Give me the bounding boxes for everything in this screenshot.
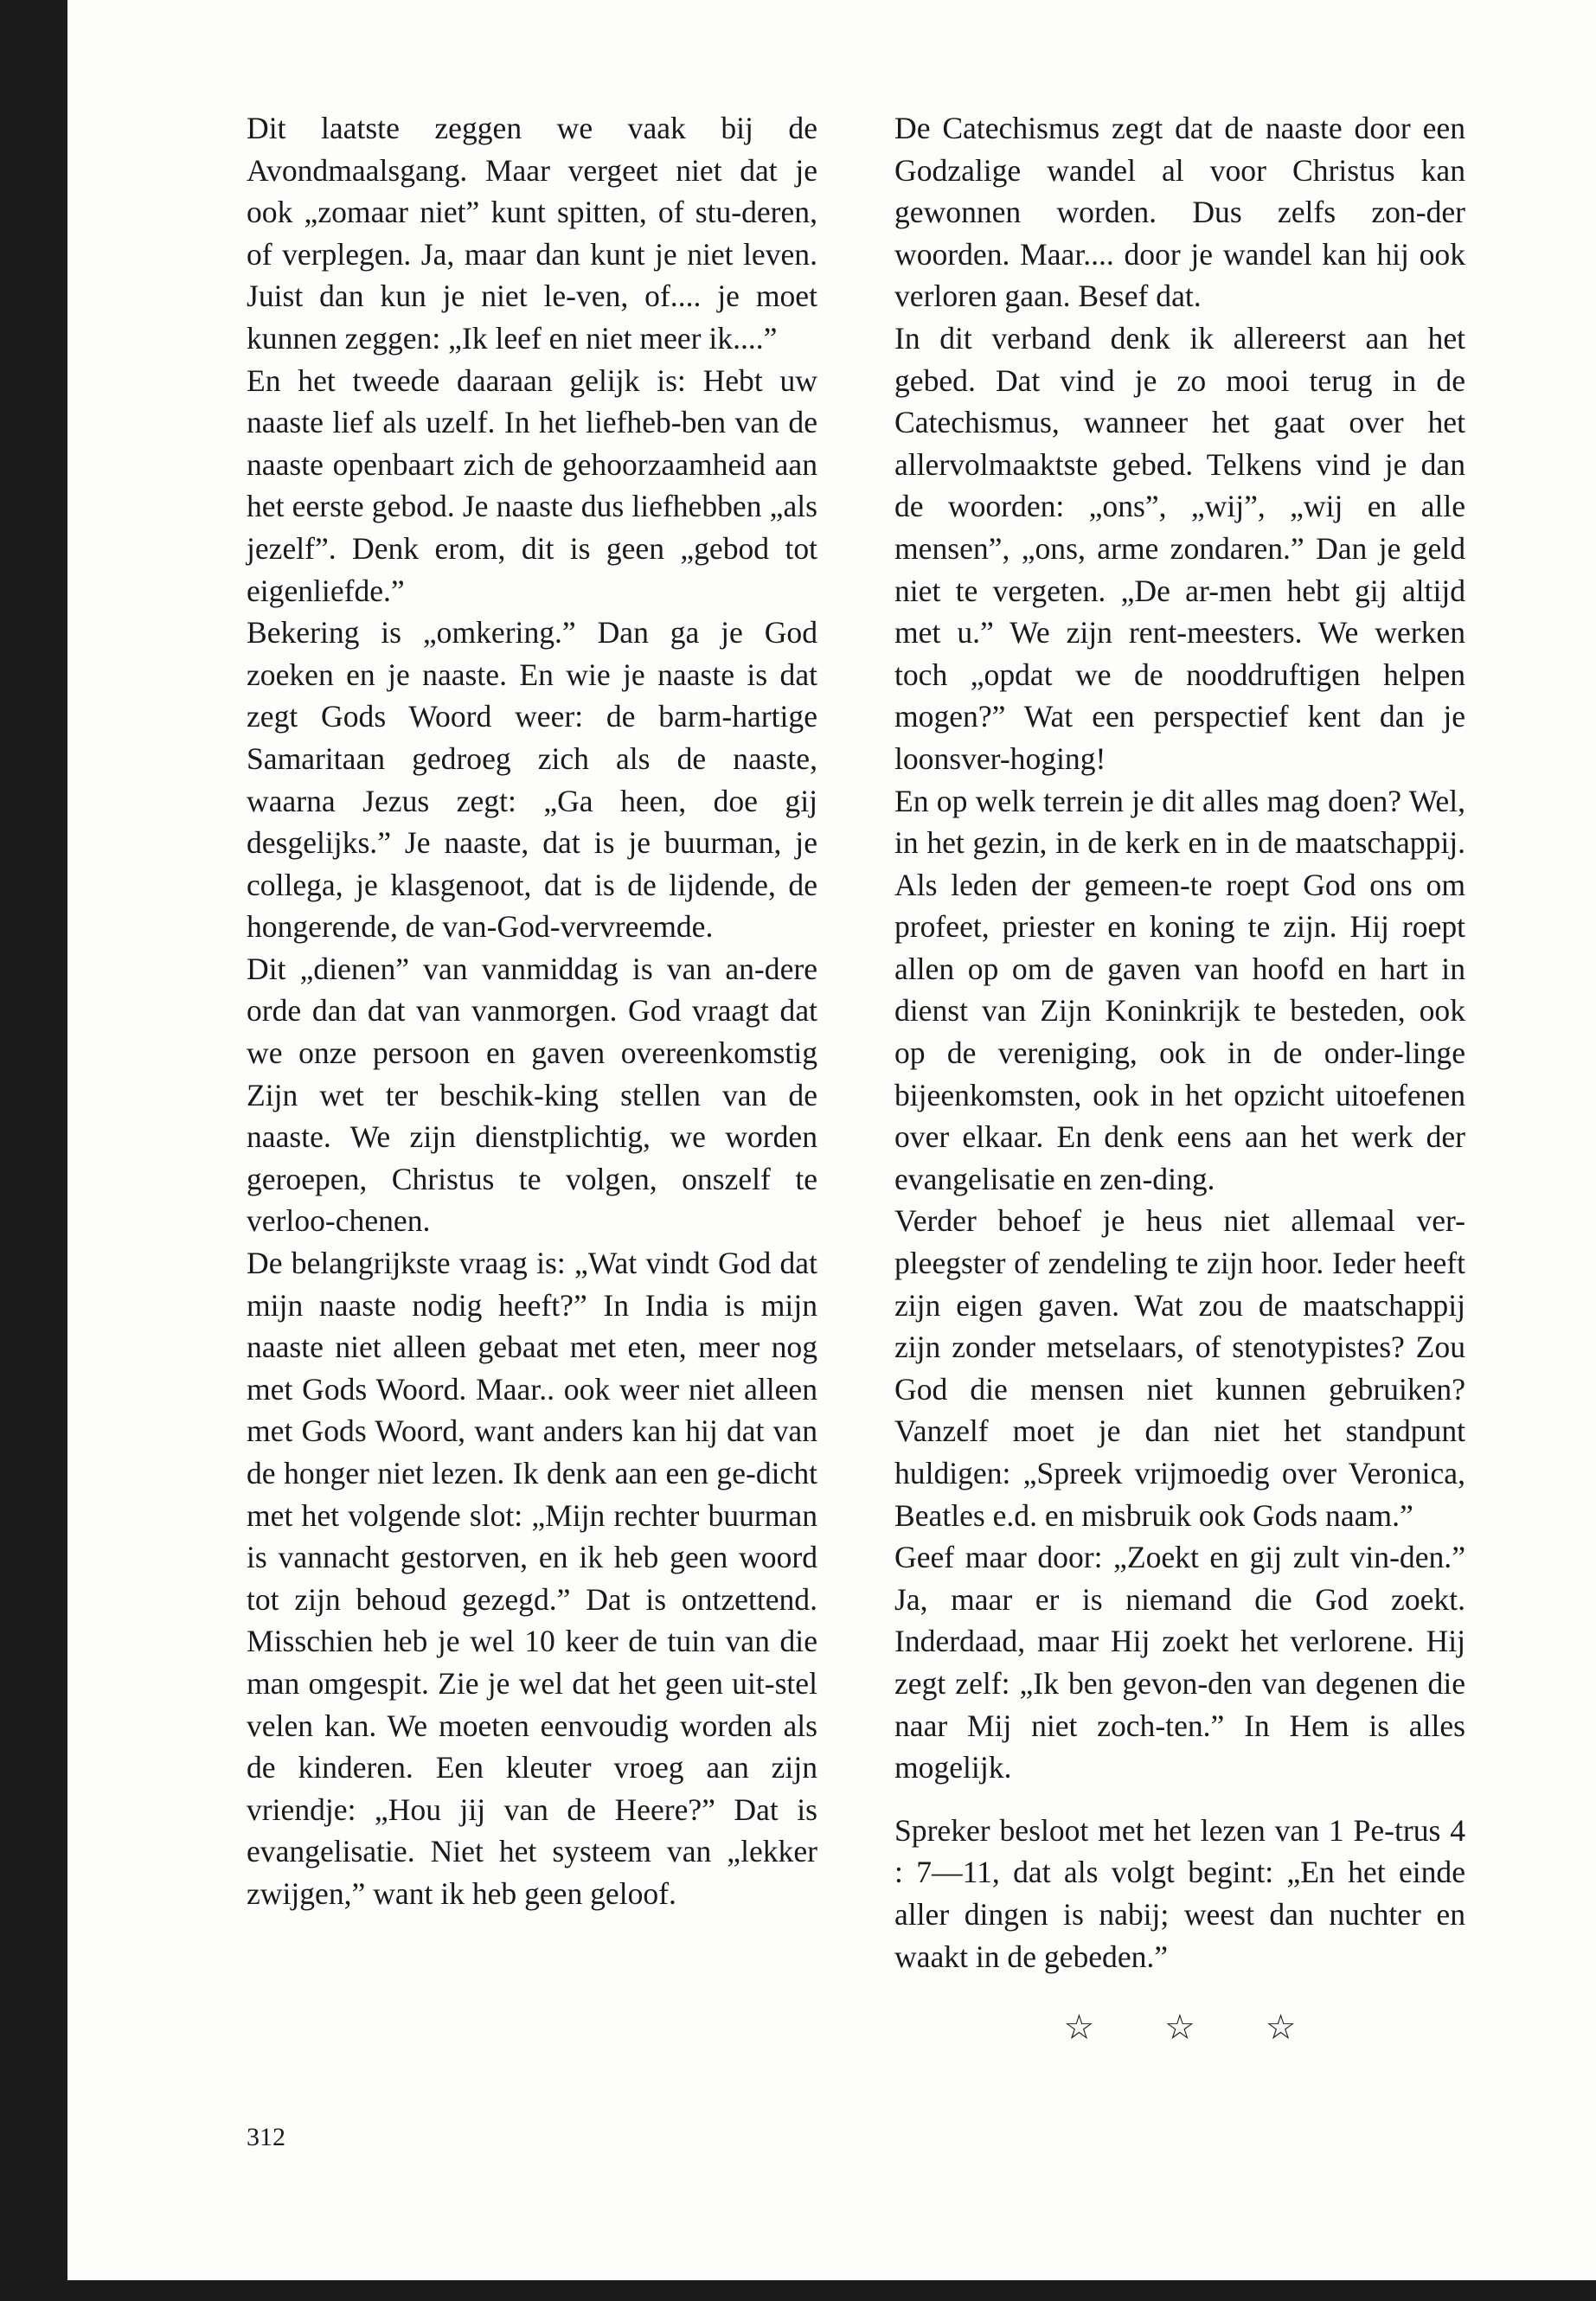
paragraph: Bekering is „omkering.” Dan ga je God zoeken en je naaste. En wie je naaste is dat zegt Gods Woord weer: de barm-hartige Samaritaan gedroeg zich als de naaste, waarna Jezus zegt: „Ga heen, doe gij desgelijks.” Je naaste, dat is je buurman, je collega, je klasgenoot, dat is de lijdende, de hongerende, de van-God-vervreemde.: [247, 615, 817, 945]
paragraph: En op welk terrein je dit alles mag doen? Wel, in het gezin, in de kerk en in de maatschappij. Als leden der gemeen-te roept God ons om profeet, priester en koning te zijn. Hij roept allen op om de gaven van hoofd en hart in dienst van Zijn Koninkrijk te besteden, ook op de vereniging, ook in de onder-linge bijeenkomsten, ook in het opzicht uitoefenen over elkaar. En denk eens aan het werk der evangelisatie en zen-ding.: [894, 783, 1465, 1196]
paragraph: De Catechismus zegt dat de naaste door een Godzalige wandel al voor Christus kan gewonnen worden. Dus zelfs zon-der woorden. Maar.... door je wandel kan hij ook verloren gaan. Besef dat.: [894, 111, 1465, 314]
paragraph: De belangrijkste vraag is: „Wat vindt God dat mijn naaste nodig heeft?” In India is mijn naaste niet alleen gebaat met eten, meer nog met Gods Woord. Maar.. ook weer niet alleen met Gods Woord, want anders kan hij dat van de honger niet lezen. Ik denk aan een ge-dicht met het volgende slot: „Mijn rechter buurman is vannacht gestorven, en ik heb geen woord tot zijn behoud gezegd.” Dat is ontzettend. Misschien heb je wel 10 keer de tuin van die man omgespit. Zie je wel dat het geen uit-stel velen kan. We moeten eenvoudig worden als de kinderen. Een kleuter vroeg aan zijn vriendje: „Hou jij van de Heere?” Dat is evangelisatie. Niet het systeem van „lekker zwijgen,” want ik heb geen geloof.: [247, 1246, 817, 1911]
right-text-column: [894, 107, 1465, 2049]
paragraph: Dit laatste zeggen we vaak bij de Avondmaalsgang. Maar vergeet niet dat je ook „zomaar niet” kunt spitten, of stu-deren, of verplegen. Ja, maar dan kunt je niet leven. Juist dan kun je niet le-ven, of.... je moet kunnen zeggen: „Ik leef en niet meer ik....”: [247, 111, 817, 356]
page-number: 312: [247, 2123, 285, 2151]
scan-border-bottom: [0, 2280, 1596, 2301]
closing-paragraph: Spreker besloot met het lezen van 1 Pe-trus 4 : 7—11, dat als volgt begint: „En het einde aller dingen is nabij; weest dan nuchter en waakt in de gebeden.”: [894, 1812, 1465, 1974]
star-ornament-icon: ☆ ☆ ☆: [1063, 2008, 1326, 2048]
left-text-column: [247, 107, 817, 1915]
paragraph: In dit verband denk ik allereerst aan het gebed. Dat vind je zo mooi terug in de Catechismus, wanneer het gaat over het allervolmaaktste gebed. Telkens vind je dan de woorden: „ons”, „wij”, „wij en alle mensen”, „ons, arme zondaren.” Dan je geld niet te vergeten. „De ar-men hebt gij altijd met u.” We zijn rent-meesters. We werken toch „opdat we de nooddruftigen helpen mogen?” Wat een perspectief kent dan je loonsver-hoging!: [894, 320, 1465, 776]
paragraph: Dit „dienen” van vanmiddag is van an-dere orde dan dat van vanmorgen. God vraagt dat we onze persoon en gaven overeenkomstig Zijn wet ter beschik-king stellen van de naaste. We zijn dienstplichtig, we worden geroepen, Christus te volgen, onszelf te verloo-chenen.: [247, 951, 817, 1239]
scan-border-left: [0, 0, 67, 2301]
paragraph: En het tweede daaraan gelijk is: Hebt uw naaste lief als uzelf. In het liefheb-ben van de naaste openbaart zich de gehoorzaamheid aan het eerste gebod. Je naaste dus liefhebben „als jezelf”. Denk erom, dit is geen „gebod tot eigenliefde.”: [247, 362, 817, 608]
paragraph: Geef maar door: „Zoekt en gij zult vin-den.” Ja, maar er is niemand die God zoekt. Inderdaad, maar Hij zoekt het verlorene. Hij zegt zelf: „Ik ben gevon-den van degenen die naar Mij niet zoch-ten.” In Hem is alles mogelijk.: [894, 1540, 1465, 1785]
paragraph: Verder behoef je heus niet allemaal ver-pleegster of zendeling te zijn hoor. Ieder heeft zijn eigen gaven. Wat zou de maatschappij zijn zonder metselaars, of stenotypistes? Zou God die mensen niet kunnen gebruiken? Vanzelf moet je dan niet het standpunt huldigen: „Spreek vrijmoedig over Veronica, Beatles e.d. en misbruik ook Gods naam.”: [894, 1203, 1465, 1533]
